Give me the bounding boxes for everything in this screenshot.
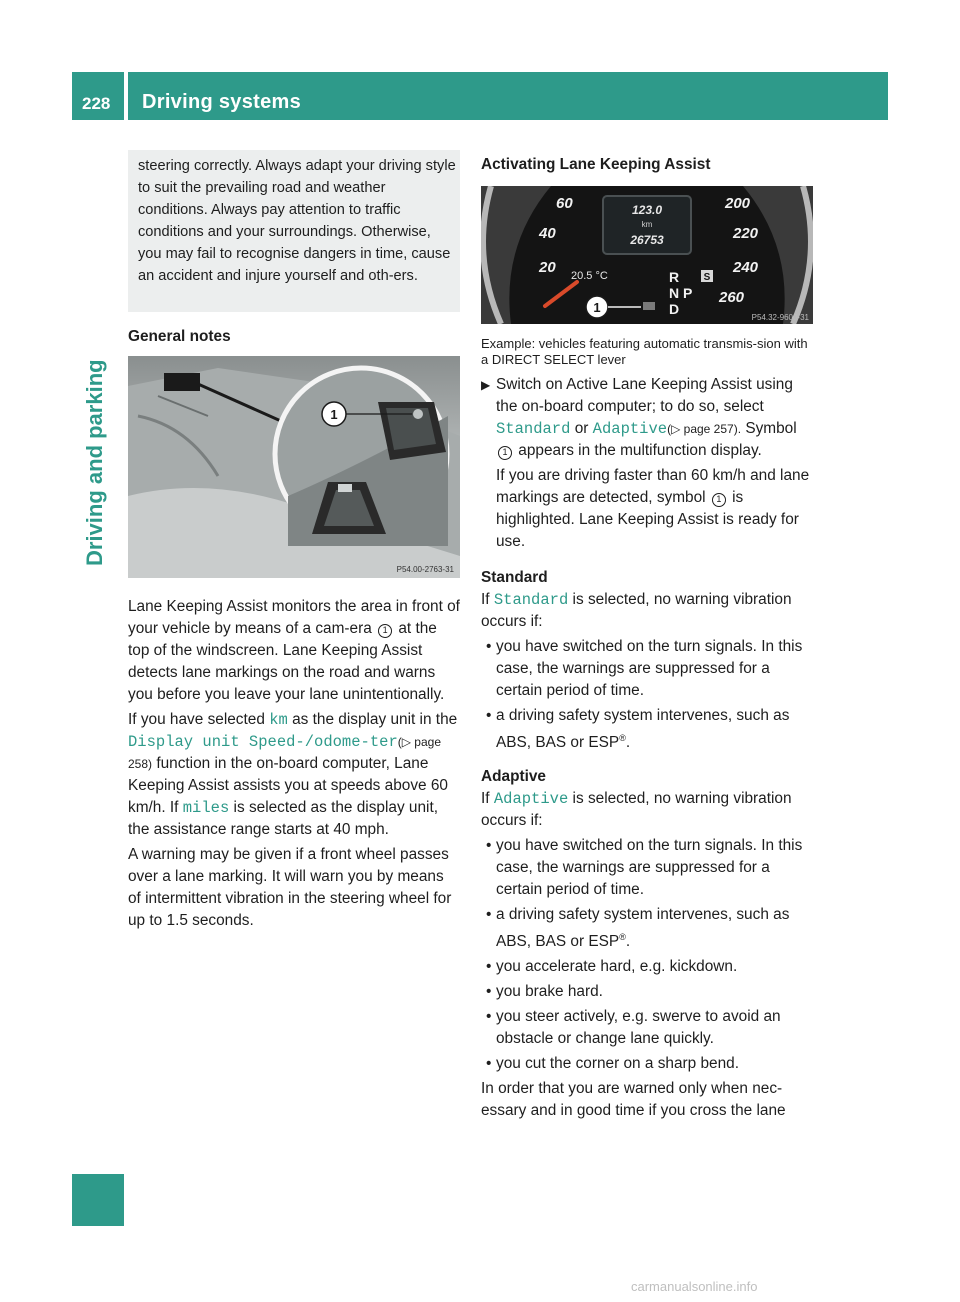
intro-text-a: Lane Keeping Assist monitors the area in front of your vehicle by means of a cam-era (128, 598, 460, 637)
cluster-callout-text: 1 (593, 300, 601, 315)
gear-r: R (669, 269, 680, 285)
figure-code: P54.00-2763-31 (396, 565, 454, 574)
speed-220: 220 (733, 225, 759, 242)
page-reference-258[interactable]: (▷ page 258) (128, 735, 442, 771)
registered-mark: ® (619, 733, 626, 743)
code-adaptive-b: Adaptive (493, 790, 569, 809)
list-item: • you brake hard. (481, 981, 813, 1003)
speed-40: 40 (539, 225, 556, 242)
display-value: 123.0 (631, 203, 663, 217)
adaptive-list (481, 835, 813, 1075)
lane-assist-icon (643, 302, 655, 310)
left-column (128, 150, 460, 935)
general-notes-heading: General notes (128, 328, 231, 345)
right-column (481, 150, 813, 1125)
list-item: • you have switched on the turn signals. In this case, the warnings are suppressed for a certain period of time. (481, 636, 813, 702)
step-text-b: Symbol (745, 420, 797, 437)
page-reference-257[interactable]: (▷ page 257). (667, 422, 742, 436)
code-adaptive: Adaptive (592, 420, 668, 438)
list-item-text: a driving safety system intervenes, such as ABS, BAS or ESP (496, 707, 790, 752)
page-header (72, 72, 888, 120)
code-miles: miles (182, 799, 230, 817)
instrument-cluster-figure (481, 186, 813, 324)
callout-1-inline: 1 (378, 624, 392, 638)
speed-260: 260 (719, 289, 745, 306)
step-or: or (574, 420, 589, 437)
page-number-box (72, 72, 124, 120)
intro-paragraph (128, 596, 460, 706)
code-km: km (269, 711, 288, 729)
gear-d: D (669, 301, 680, 317)
adaptive-intro-b: is selected, no warning vibration occurs if: (481, 790, 792, 830)
speed-240: 240 (733, 259, 759, 276)
page-number: 228 (82, 94, 111, 113)
gear-n: N (669, 285, 680, 301)
list-item (481, 705, 813, 754)
standard-intro-b: is selected, no warning vibration occurs if: (481, 591, 792, 630)
warning-vibration-paragraph: A warning may be given if a front wheel passes over a lane marking. It will warn you by means of intermittent vibration in the steering wheel for up to 1.5 seconds. (128, 846, 452, 929)
period: . (625, 933, 631, 951)
list-item (481, 904, 813, 953)
list-item: • you accelerate hard, e.g. kickdown. (481, 956, 813, 978)
standard-intro (481, 589, 813, 633)
code-display-unit: Display unit Speed-/odome-ter (128, 733, 398, 751)
warning-box (128, 150, 460, 312)
display-unit-paragraph (128, 709, 460, 841)
activating-heading: Activating Lane Keeping Assist (481, 156, 711, 173)
step-text-a: Switch on Active Lane Keeping Assist using the on-board computer; to do so, select (496, 376, 793, 415)
warning-text: steering correctly. Always adapt your driving style to suit the prevailing road and weather conditions. Always pay attention to traffic conditions and your surroundings. Otherwise, you may fail to recognise dangers in time, cause an accident and injure yourself and oth-ers. (138, 158, 456, 284)
standard-list (481, 636, 813, 754)
unit-text-a: If you have selected (128, 711, 265, 728)
callout-1-text: 1 (330, 407, 338, 422)
watermark: carmanualsonline.info (631, 1279, 758, 1294)
registered-mark: ® (619, 932, 626, 943)
display-unit: km (641, 220, 653, 229)
unit-text-b: as the display unit in the (292, 711, 458, 728)
standard-intro-a: If (481, 591, 490, 608)
list-item: • you steer actively, e.g. swerve to avoid an obstacle or change lane quickly. (481, 1006, 813, 1050)
list-item-text: a driving safety system intervenes, such as ABS, BAS or ESP (496, 906, 790, 951)
section-title: Driving systems (142, 91, 302, 113)
figure-caption: Example: vehicles featuring automatic transmis-sion with a DIRECT SELECT lever (481, 336, 808, 367)
adaptive-intro-a: If (481, 790, 490, 808)
odometer: 26753 (630, 233, 664, 247)
standard-heading: Standard (481, 569, 548, 586)
list-item: • you have switched on the turn signals. In this case, the warnings are suppressed for a certain period of time. (481, 835, 813, 901)
callout-1-inline-c: 1 (712, 493, 726, 507)
unit-text-d: is selected as the display unit, the assistance range starts at 40 mph. (128, 799, 439, 838)
side-marker (72, 1174, 124, 1226)
closing-paragraph: In order that you are warned only when nec-essary and in good time if you cross the lane (481, 1080, 786, 1120)
step-activate (481, 374, 813, 553)
callout-1-inline-b: 1 (498, 446, 512, 460)
unit-text-c: function in the on-board computer, Lane Keeping Assist assists you at speeds above 60 km/h. If (128, 755, 448, 816)
adaptive-intro (481, 788, 813, 832)
speed-20: 20 (539, 259, 556, 276)
cluster-figure-code: P54.32-9600-31 (751, 313, 809, 322)
period: . (625, 734, 631, 752)
gear-p: P (683, 285, 693, 301)
step-text-d: If you are driving faster than 60 km/h and lane markings are detected, symbol (496, 467, 810, 506)
intro-text-b: at the top of the windscreen. Lane Keeping Assist detects lane markings on the road and warns you before you leave your lane unintentionally. (128, 620, 445, 703)
speed-200: 200 (725, 195, 751, 212)
step-text-e: is highlighted. Lane Keeping Assist is ready for use. (496, 489, 799, 550)
adaptive-heading: Adaptive (481, 768, 546, 786)
code-standard-b: Standard (493, 591, 569, 609)
side-tab-label: Driving and parking (82, 359, 107, 566)
temperature: 20.5 °C (571, 270, 608, 282)
side-tab (78, 126, 124, 576)
camera-housing (164, 373, 200, 391)
windscreen-camera-figure (128, 356, 460, 578)
list-item: • you cut the corner on a sharp bend. (481, 1053, 813, 1075)
speed-60: 60 (556, 195, 573, 212)
step-arrow-icon: ▶ (481, 378, 491, 392)
step-text-c: appears in the multifunction display. (518, 442, 762, 459)
code-standard: Standard (496, 420, 571, 438)
s-badge: S (703, 272, 711, 283)
section-title-box (128, 72, 888, 120)
